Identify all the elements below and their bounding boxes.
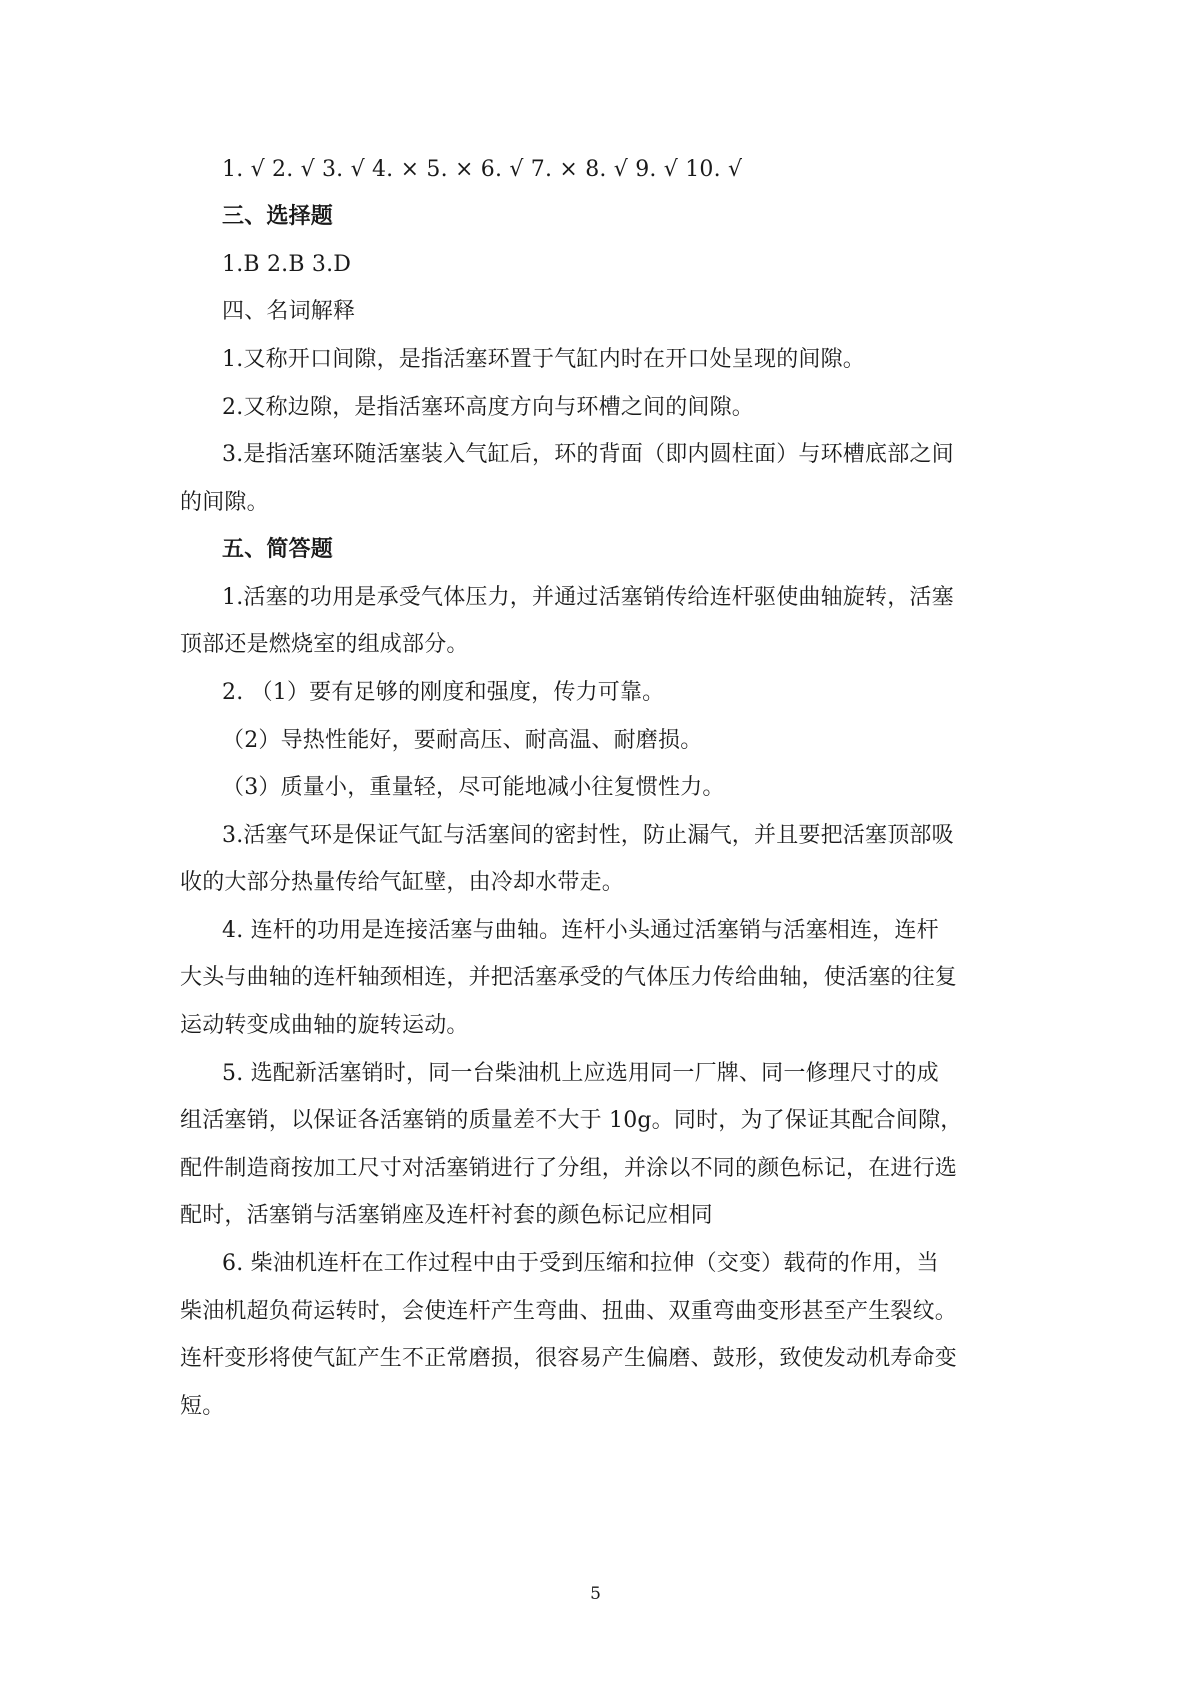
short-line-17: 连杆变形将使气缸产生不正常磨损，很容易产生偏磨、鼓形，致使发动机寿命变 xyxy=(180,1346,958,1371)
short-line-15: 6. 柴油机连杆在工作过程中由于受到压缩和拉伸（交变）载荷的作用，当 xyxy=(222,1251,939,1276)
short-line-10: 运动转变成曲轴的旋转运动。 xyxy=(180,1013,469,1038)
terms-line-3: 3.是指活塞环随活塞装入气缸后，环的背面（即内圆柱面）与环槽底部之间 xyxy=(222,442,954,467)
short-line-4: （2）导热性能好，要耐高压、耐高温、耐磨损。 xyxy=(222,728,703,753)
short-line-3: 2. （1）要有足够的刚度和强度，传力可靠。 xyxy=(222,680,665,705)
page-number: 5 xyxy=(590,1584,601,1604)
short-line-9: 大头与曲轴的连杆轴颈相连，并把活塞承受的气体压力传给曲轴，使活塞的往复 xyxy=(180,965,958,990)
short-line-7: 收的大部分热量传给气缸壁，由冷却水带走。 xyxy=(180,870,625,895)
terms-heading: 四、名词解释 xyxy=(222,299,356,324)
short-line-11: 5. 选配新活塞销时，同一台柴油机上应选用同一厂牌、同一修理尺寸的成 xyxy=(222,1061,939,1086)
short-line-1: 1.活塞的功用是承受气体压力，并通过活塞销传给连杆驱使曲轴旋转，活塞 xyxy=(222,585,954,610)
choice-answers: 1.B 2.B 3.D xyxy=(222,252,352,277)
judgment-answers: 1. √ 2. √ 3. √ 4. × 5. × 6. √ 7. × 8. √ 9. √ 10. √ xyxy=(222,157,743,182)
short-line-8: 4. 连杆的功用是连接活塞与曲轴。连杆小头通过活塞销与活塞相连，连杆 xyxy=(222,918,939,943)
choice-heading: 三、选择题 xyxy=(222,204,334,229)
terms-line-4: 的间隙。 xyxy=(180,490,269,515)
short-line-2: 顶部还是燃烧室的组成部分。 xyxy=(180,632,469,657)
terms-line-2: 2.又称边隙，是指活塞环高度方向与环槽之间的间隙。 xyxy=(222,395,754,420)
short-line-5: （3）质量小，重量轻，尽可能地减小往复惯性力。 xyxy=(222,775,725,800)
short-line-14: 配时，活塞销与活塞销座及连杆衬套的颜色标记应相同 xyxy=(180,1203,713,1228)
terms-line-1: 1.又称开口间隙，是指活塞环置于气缸内时在开口处呈现的间隙。 xyxy=(222,347,865,372)
short-line-6: 3.活塞气环是保证气缸与活塞间的密封性，防止漏气，并且要把活塞顶部吸 xyxy=(222,823,954,848)
short-answer-heading: 五、简答题 xyxy=(222,537,334,562)
short-line-16: 柴油机超负荷运转时，会使连杆产生弯曲、扭曲、双重弯曲变形甚至产生裂纹。 xyxy=(180,1299,958,1324)
short-line-18: 短。 xyxy=(180,1394,225,1419)
short-line-12: 组活塞销，以保证各活塞销的质量差不大于 10g。同时，为了保证其配合间隙， xyxy=(180,1108,963,1133)
short-line-13: 配件制造商按加工尺寸对活塞销进行了分组，并涂以不同的颜色标记，在进行选 xyxy=(180,1156,958,1181)
